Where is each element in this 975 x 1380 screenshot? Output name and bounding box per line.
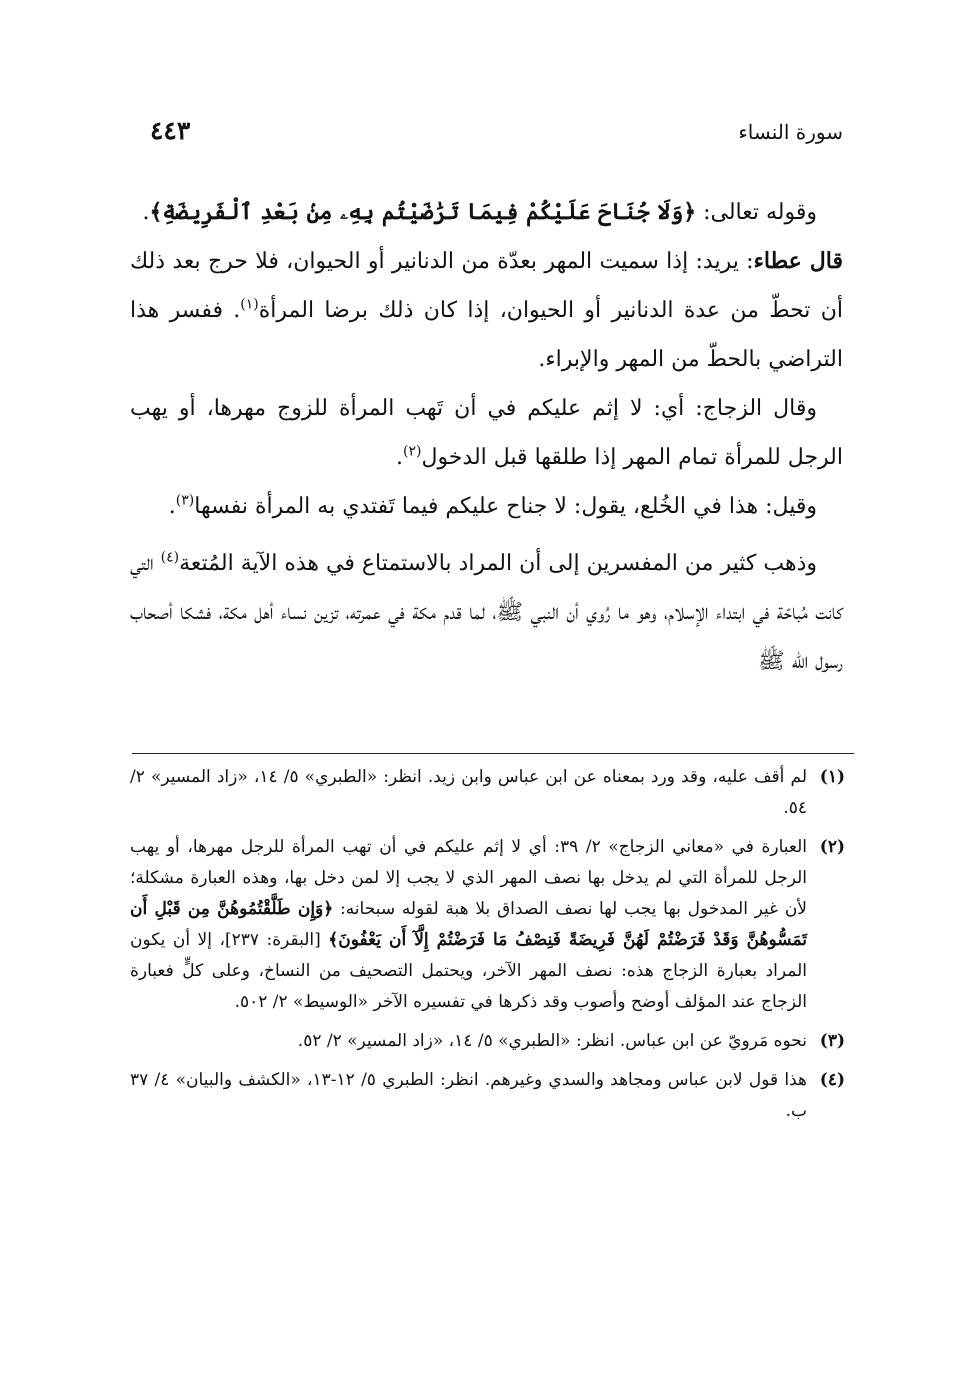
main-text: [130, 188, 843, 686]
paragraph-1-intro: وقوله تعالى:: [696, 200, 817, 225]
footnote-2: [130, 832, 845, 1018]
paragraph-1: [130, 188, 843, 237]
footnote-text: لم أقف عليه، وقد ورد بمعناه عن ابن عباس وابن زيد. انظر: «الطبري» ٥/ ١٤، «زاد المسير» ٢/ ٥٤.: [130, 767, 807, 818]
page-number: ٤٤٣: [150, 116, 191, 145]
paragraph-2-speaker: قال عطاء: [753, 248, 843, 274]
footnote-divider: [132, 753, 854, 754]
footnote-4: [130, 1065, 845, 1127]
paragraph-5-text: وذهب كثير من المفسرين إلى أن المراد بالاستمتاع في هذه الآية المُتعة: [179, 551, 817, 576]
running-header: [150, 110, 843, 154]
paragraph-4-end: .: [168, 494, 176, 519]
paragraph-2-text-2: . ففسر هذا التراضي بالحطّ من المهر والإبراء.: [130, 298, 843, 372]
footnote-number: (٢): [819, 837, 845, 857]
footnote-number: (٣): [819, 1031, 845, 1051]
footnote-quran-verse: ﴿وَإِن طَلَّقْتُمُوهُنَّ مِن قَبْلِ أَن تَمَسُّوهُنَّ وَقَدْ فَرَضْتُمْ لَهُنَّ فَرِيضَةً فَنِصْفُ مَا فَرَضْتُمْ إِلَّآ أَن يَعْفُونَ﴾: [130, 899, 807, 950]
quran-verse: ﴿وَلَا جُنَاحَ عَلَيْكُمْ فِيمَا تَرَٰضَيْتُم بِهِۦ مِنۢ بَعْدِ ٱلْفَرِيضَةِ﴾: [149, 199, 697, 225]
surah-title: سورة النساء: [738, 120, 843, 144]
footnote-text-cont: [البقرة: ٢٣٧]، إلا أن يكون المراد بعبارة الزجاج هذه: نصف المهر الآخر، ويحتمل التصحيف من النساخ، وعلى كلٍّ فعبارة الزجاج عند المؤلف أوضح وأصوب وقد ذكرها في تفسيره الآخر «الوسيط» ٢/ ٥٠٢.: [130, 930, 807, 1012]
paragraph-2-text: : يريد: إذا سميت المهر بعدّة من الدنانير أو الحيوان، فلا حرج بعد ذلك أن تحطّ من عدة الدنانير أو الحيوان، إذا كان ذلك برضا المرأة: [130, 249, 843, 323]
footnotes: [130, 762, 845, 1135]
footnote-1: [130, 762, 845, 824]
footnote-number: (٤): [819, 1070, 845, 1090]
footnote-ref-2: (٢): [402, 443, 422, 460]
footnote-ref-1: (١): [240, 296, 259, 313]
paragraph-3-end: .: [395, 445, 403, 470]
paragraph-5-text-2: التي كانت مُباحّة في ابتداء الإسلام، وهو ما رُوي أن النبي ﷺ، لما قدم مكة في عمرته، تزين نساء أهل مكة، فشكا أصحاب رسول الله ﷺ: [130, 551, 843, 674]
footnote-text: العبارة في «معاني الزجاج» ٢/ ٣٩: أي لا إثم عليكم في أن تهب المرأة للرجل مهرها، أو يهب الرجل للمرأة التي لم يدخل بها نصف المهر الذي لا يجب إلا لمن دخل بها، وهذه العبارة مشكلة؛ لأن غير المدخول بها يجب لها نصف الصداق بلا هبة لقوله سبحانه:: [130, 837, 807, 919]
paragraph-2: [130, 237, 843, 384]
footnote-ref-3: (٣): [175, 492, 195, 509]
paragraph-4-text: وقيل: هذا في الخُلع، يقول: لا جناح عليكم فيما تَفتدي به المرأة نفسها: [194, 494, 817, 519]
footnote-ref-4: (٤): [160, 549, 180, 566]
paragraph-3: [130, 384, 843, 482]
paragraph-3-text: وقال الزجاج: أي: لا إثم عليكم في أن تَهب المرأة للزوج مهرها، أو يهب الرجل للمرأة تمام المهر إذا طلقها قبل الدخول: [130, 396, 843, 470]
paragraph-1-end: .: [142, 200, 150, 225]
footnote-3: [130, 1026, 845, 1057]
paragraph-4: [130, 482, 843, 531]
footnote-number: (١): [819, 767, 845, 787]
footnote-text: هذا قول لابن عباس ومجاهد والسدي وغيرهم. انظر: الطبري ٥/ ١٢-١٣، «الكشف والبيان» ٤/ ٣٧ ب.: [130, 1070, 807, 1121]
paragraph-5: [130, 539, 843, 686]
footnote-text: نحوه مَرويّ عن ابن عباس. انظر: «الطبري» ٥/ ١٤، «زاد المسير» ٢/ ٥٢.: [297, 1031, 807, 1051]
